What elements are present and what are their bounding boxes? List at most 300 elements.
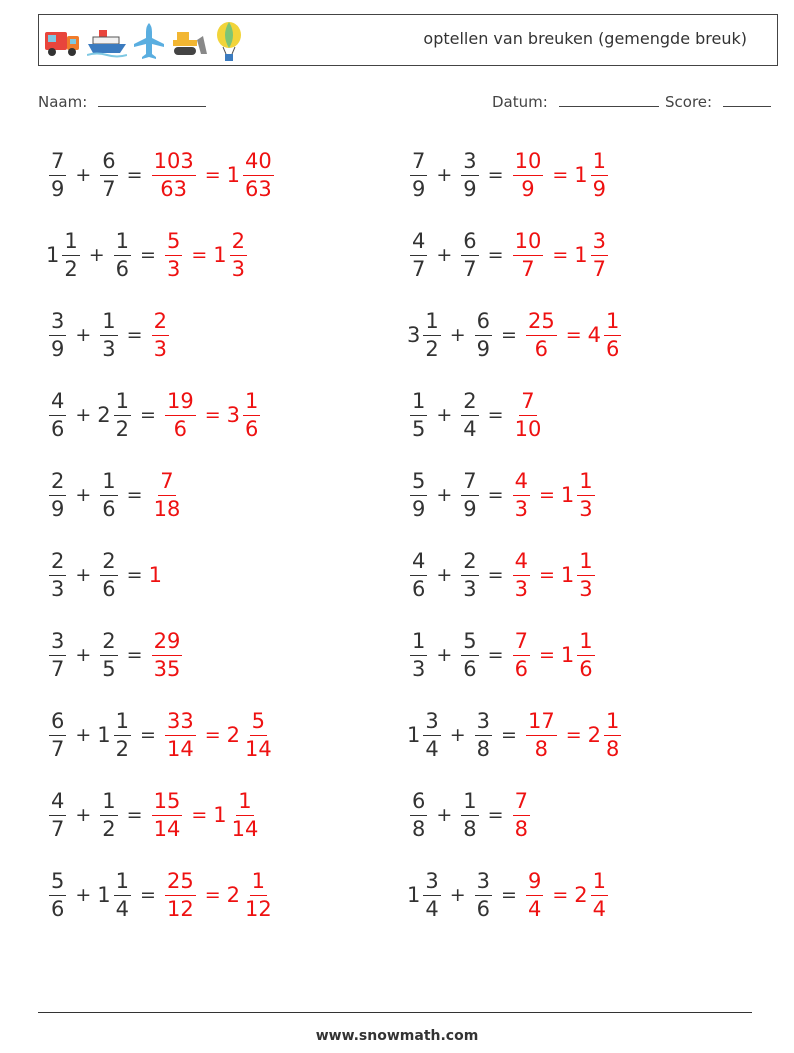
problem-item	[46, 300, 172, 370]
denominator: 9	[463, 496, 477, 521]
numerator: 1	[100, 311, 117, 336]
denominator: 6	[606, 336, 620, 361]
fraction	[243, 148, 274, 201]
fraction	[513, 468, 530, 521]
fraction	[49, 308, 66, 361]
plus-sign: +	[88, 244, 105, 266]
equals-sign: =	[204, 404, 221, 426]
denominator: 2	[115, 736, 130, 761]
denominator: 9	[412, 176, 426, 201]
fraction	[577, 628, 594, 681]
whole-number: 4	[587, 323, 601, 347]
fraction	[49, 628, 66, 681]
whole-number: 1	[97, 883, 111, 907]
numerator: 1	[577, 631, 594, 656]
numerator: 6	[410, 791, 427, 816]
fraction	[243, 868, 274, 921]
equals-sign: =	[565, 724, 582, 746]
denominator: 3	[51, 576, 65, 601]
equals-sign: =	[487, 644, 504, 666]
whole-number: 1	[560, 643, 575, 667]
denominator: 18	[153, 496, 181, 521]
numerator: 1	[236, 791, 253, 816]
problem-item	[407, 220, 611, 290]
balloon-icon	[215, 21, 243, 63]
numerator: 5	[165, 231, 182, 256]
airplane-icon	[133, 22, 165, 62]
fraction	[100, 548, 117, 601]
numerator: 10	[513, 151, 544, 176]
fraction	[100, 788, 117, 841]
equals-sign: =	[140, 244, 156, 266]
fraction	[114, 228, 131, 281]
numerator: 40	[243, 151, 274, 176]
denominator: 6	[115, 256, 130, 281]
problem-item	[407, 620, 598, 690]
numerator: 2	[461, 391, 478, 416]
plus-sign: +	[75, 164, 92, 186]
plus-sign: +	[75, 404, 92, 426]
numerator: 33	[165, 711, 196, 736]
numerator: 7	[158, 471, 175, 496]
answer	[510, 388, 547, 441]
denominator: 5	[102, 656, 116, 681]
denominator: 4	[592, 896, 607, 921]
fraction	[604, 308, 621, 361]
fraction	[461, 388, 478, 441]
fraction	[513, 148, 544, 201]
answer	[510, 468, 598, 521]
plus-sign: +	[75, 804, 92, 826]
numerator: 7	[513, 791, 530, 816]
answer	[149, 788, 264, 841]
fraction	[49, 708, 66, 761]
denominator: 9	[412, 496, 426, 521]
denominator: 12	[245, 896, 272, 921]
whole-number: 2	[574, 883, 588, 907]
denominator: 9	[476, 336, 491, 361]
problem-item	[46, 540, 162, 610]
denominator: 3	[514, 496, 528, 521]
answer	[149, 148, 277, 201]
whole-number: 2	[226, 723, 240, 747]
plus-sign: +	[436, 484, 453, 506]
fraction	[230, 788, 261, 841]
denominator: 6	[514, 656, 528, 681]
equals-sign: =	[538, 484, 555, 506]
denominator: 3	[102, 336, 116, 361]
numerator: 1	[114, 391, 131, 416]
fraction	[152, 148, 196, 201]
problem-item	[46, 460, 185, 530]
fraction	[410, 148, 427, 201]
denominator: 9	[521, 176, 535, 201]
numerator: 2	[100, 631, 117, 656]
equals-sign: =	[487, 804, 504, 826]
denominator: 6	[463, 656, 477, 681]
numerator: 17	[526, 711, 557, 736]
denominator: 7	[51, 736, 65, 761]
fraction	[461, 628, 478, 681]
denominator: 6	[102, 576, 116, 601]
denominator: 3	[166, 256, 181, 281]
footer-divider	[38, 1012, 752, 1013]
numerator: 1	[604, 311, 621, 336]
fraction	[243, 388, 260, 441]
answer	[149, 563, 162, 587]
denominator: 3	[231, 256, 246, 281]
numerator: 3	[423, 711, 440, 736]
fraction	[461, 788, 478, 841]
fraction	[49, 148, 66, 201]
denominator: 6	[245, 416, 259, 441]
answer	[510, 228, 611, 281]
fraction	[410, 468, 427, 521]
problem-item	[46, 620, 185, 690]
problem-item	[46, 140, 277, 210]
denominator: 3	[514, 576, 528, 601]
plus-sign: +	[449, 724, 466, 746]
problem-item	[407, 780, 533, 850]
fraction	[49, 788, 66, 841]
whole-number: 1	[560, 563, 575, 587]
whole-number: 2	[587, 723, 601, 747]
footer-url: www.snowmath.com	[315, 1028, 479, 1044]
equals-sign: =	[126, 164, 143, 186]
numerator: 7	[49, 151, 66, 176]
fraction	[165, 708, 196, 761]
answer	[510, 148, 611, 201]
problem-item	[407, 140, 611, 210]
numerator: 5	[49, 871, 66, 896]
denominator: 14	[166, 736, 194, 761]
numerator: 1	[114, 871, 131, 896]
name-field	[38, 92, 206, 111]
fraction	[165, 868, 196, 921]
problem-item	[407, 460, 598, 530]
denominator: 4	[527, 896, 542, 921]
plus-sign: +	[75, 884, 92, 906]
equals-sign: =	[552, 164, 569, 186]
fraction	[243, 708, 274, 761]
denominator: 9	[592, 176, 606, 201]
denominator: 9	[51, 496, 65, 521]
whole-number: 1	[407, 723, 421, 747]
denominator: 6	[476, 896, 491, 921]
equals-sign: =	[501, 884, 517, 906]
denominator: 7	[51, 656, 65, 681]
denominator: 2	[64, 256, 78, 281]
equals-sign: =	[552, 244, 569, 266]
numerator: 1	[591, 871, 608, 896]
equals-sign: =	[204, 724, 221, 746]
denominator: 9	[463, 176, 477, 201]
answer	[162, 708, 277, 761]
fraction	[513, 388, 544, 441]
fraction	[577, 468, 594, 521]
denominator: 7	[102, 176, 116, 201]
problem-item	[46, 780, 263, 850]
numerator: 2	[230, 231, 247, 256]
whole-number: 1	[213, 803, 227, 827]
fraction	[152, 468, 183, 521]
numerator: 19	[165, 391, 196, 416]
numerator: 10	[513, 231, 544, 256]
denominator: 6	[173, 416, 188, 441]
numerator: 2	[461, 551, 478, 576]
equals-sign: =	[126, 484, 143, 506]
numerator: 2	[152, 311, 169, 336]
equals-sign: =	[565, 324, 582, 346]
whole-number: 1	[407, 883, 421, 907]
equals-sign: =	[487, 484, 504, 506]
whole-number: 1	[574, 163, 588, 187]
fraction	[49, 468, 66, 521]
plus-sign: +	[436, 244, 453, 266]
fraction	[100, 308, 117, 361]
truck-icon	[43, 26, 81, 58]
problem-item	[407, 860, 611, 930]
answer	[149, 308, 172, 361]
score-line	[723, 92, 771, 107]
equals-sign: =	[487, 404, 504, 426]
numerator: 3	[423, 871, 440, 896]
problem-item	[46, 220, 250, 290]
numerator: 29	[152, 631, 183, 656]
equals-sign: =	[538, 564, 555, 586]
numerator: 7	[461, 471, 478, 496]
numerator: 1	[114, 711, 131, 736]
score-label: Score:	[665, 93, 713, 111]
numerator: 25	[526, 311, 557, 336]
fraction	[513, 628, 530, 681]
numerator: 1	[461, 791, 478, 816]
fraction	[461, 548, 478, 601]
numerator: 4	[49, 791, 66, 816]
numerator: 6	[100, 151, 117, 176]
fraction	[152, 308, 169, 361]
plus-sign: +	[449, 324, 466, 346]
fraction	[604, 708, 621, 761]
fraction	[410, 628, 427, 681]
problem-item	[407, 300, 624, 370]
fraction	[62, 228, 79, 281]
whole-number: 1	[148, 563, 162, 587]
fraction	[114, 868, 131, 921]
denominator: 5	[412, 416, 426, 441]
numerator: 15	[152, 791, 183, 816]
denominator: 9	[51, 336, 65, 361]
fraction	[165, 388, 196, 441]
denominator: 63	[160, 176, 187, 201]
whole-number: 2	[97, 403, 111, 427]
numerator: 2	[49, 551, 66, 576]
numerator: 9	[526, 871, 543, 896]
numerator: 103	[152, 151, 196, 176]
denominator: 6	[51, 416, 65, 441]
whole-number: 3	[226, 403, 240, 427]
numerator: 7	[513, 631, 530, 656]
answer	[523, 708, 624, 761]
equals-sign: =	[487, 564, 504, 586]
plus-sign: +	[75, 724, 92, 746]
whole-number: 1	[560, 483, 575, 507]
fraction	[526, 308, 557, 361]
numerator: 4	[513, 471, 530, 496]
denominator: 4	[425, 896, 439, 921]
fraction	[410, 388, 427, 441]
date-line	[559, 92, 659, 107]
denominator: 8	[412, 816, 426, 841]
fraction	[114, 388, 131, 441]
problem-item	[46, 700, 277, 770]
fraction	[526, 868, 543, 921]
score-field	[665, 92, 771, 111]
equals-sign: =	[204, 884, 221, 906]
equals-sign: =	[191, 804, 208, 826]
numerator: 5	[410, 471, 427, 496]
denominator: 4	[425, 736, 439, 761]
equals-sign: =	[140, 884, 156, 906]
fraction	[513, 548, 530, 601]
numerator: 7	[410, 151, 427, 176]
fraction	[475, 708, 492, 761]
equals-sign: =	[204, 164, 221, 186]
plus-sign: +	[436, 164, 453, 186]
fraction	[577, 548, 594, 601]
fraction	[513, 228, 544, 281]
fraction	[526, 708, 557, 761]
whole-number: 2	[226, 883, 240, 907]
equals-sign: =	[140, 404, 156, 426]
fraction	[410, 788, 427, 841]
denominator: 10	[514, 416, 542, 441]
denominator: 7	[51, 816, 65, 841]
fraction	[410, 548, 427, 601]
denominator: 2	[115, 416, 130, 441]
plus-sign: +	[75, 484, 92, 506]
numerator: 3	[475, 711, 492, 736]
fraction	[475, 308, 492, 361]
fraction	[461, 468, 478, 521]
fraction	[475, 868, 492, 921]
numerator: 1	[62, 231, 79, 256]
fraction	[165, 228, 182, 281]
answer	[149, 468, 186, 521]
fraction	[461, 148, 478, 201]
numerator: 1	[604, 711, 621, 736]
equals-sign: =	[126, 564, 143, 586]
denominator: 63	[244, 176, 272, 201]
denominator: 8	[514, 816, 528, 841]
denominator: 12	[166, 896, 194, 921]
fraction	[114, 708, 131, 761]
whole-number: 1	[213, 243, 227, 267]
name-line	[98, 92, 206, 107]
numerator: 1	[114, 231, 131, 256]
worksheet-title: optellen van breuken (gemengde breuk)	[423, 29, 747, 48]
numerator: 4	[410, 231, 427, 256]
numerator: 4	[410, 551, 427, 576]
denominator: 35	[153, 656, 181, 681]
numerator: 1	[577, 551, 594, 576]
whole-number: 3	[407, 323, 421, 347]
plus-sign: +	[75, 644, 92, 666]
answer	[162, 228, 250, 281]
numerator: 5	[250, 711, 267, 736]
fraction	[513, 788, 530, 841]
answer	[510, 548, 598, 601]
fraction	[100, 468, 117, 521]
numerator: 3	[49, 631, 66, 656]
bulldozer-icon	[171, 26, 209, 58]
answer	[510, 628, 598, 681]
denominator: 7	[521, 256, 535, 281]
date-label: Datum:	[492, 93, 548, 111]
answer	[523, 308, 624, 361]
denominator: 6	[102, 496, 116, 521]
numerator: 4	[49, 391, 66, 416]
fraction	[100, 148, 117, 201]
denominator: 2	[425, 336, 439, 361]
equals-sign: =	[501, 724, 517, 746]
numerator: 1	[250, 871, 267, 896]
whole-number: 1	[46, 243, 60, 267]
denominator: 2	[102, 816, 116, 841]
denominator: 7	[592, 256, 606, 281]
numerator: 2	[49, 471, 66, 496]
denominator: 8	[534, 736, 549, 761]
fraction	[100, 628, 117, 681]
date-field	[492, 92, 659, 111]
fraction	[49, 868, 66, 921]
numerator: 6	[49, 711, 66, 736]
answer	[523, 868, 611, 921]
fraction	[423, 708, 440, 761]
denominator: 7	[463, 256, 477, 281]
denominator: 8	[606, 736, 620, 761]
numerator: 5	[461, 631, 478, 656]
equals-sign: =	[538, 644, 555, 666]
fraction	[152, 628, 183, 681]
fraction	[423, 308, 440, 361]
denominator: 3	[463, 576, 477, 601]
denominator: 3	[579, 496, 593, 521]
numerator: 6	[461, 231, 478, 256]
fraction	[152, 788, 183, 841]
answer	[149, 628, 186, 681]
fraction	[410, 228, 427, 281]
numerator: 1	[577, 471, 594, 496]
numerator: 1	[591, 151, 608, 176]
numerator: 6	[475, 311, 492, 336]
denominator: 6	[51, 896, 65, 921]
problem-item	[46, 380, 263, 450]
problem-item	[407, 700, 624, 770]
answer	[162, 388, 263, 441]
numerator: 1	[100, 791, 117, 816]
numerator: 1	[243, 391, 260, 416]
problem-item	[407, 540, 598, 610]
denominator: 6	[579, 656, 593, 681]
denominator: 3	[579, 576, 593, 601]
whole-number: 1	[97, 723, 111, 747]
numerator: 25	[165, 871, 196, 896]
denominator: 3	[153, 336, 167, 361]
problem-item	[46, 860, 277, 930]
ship-icon	[87, 26, 127, 58]
fraction	[423, 868, 440, 921]
